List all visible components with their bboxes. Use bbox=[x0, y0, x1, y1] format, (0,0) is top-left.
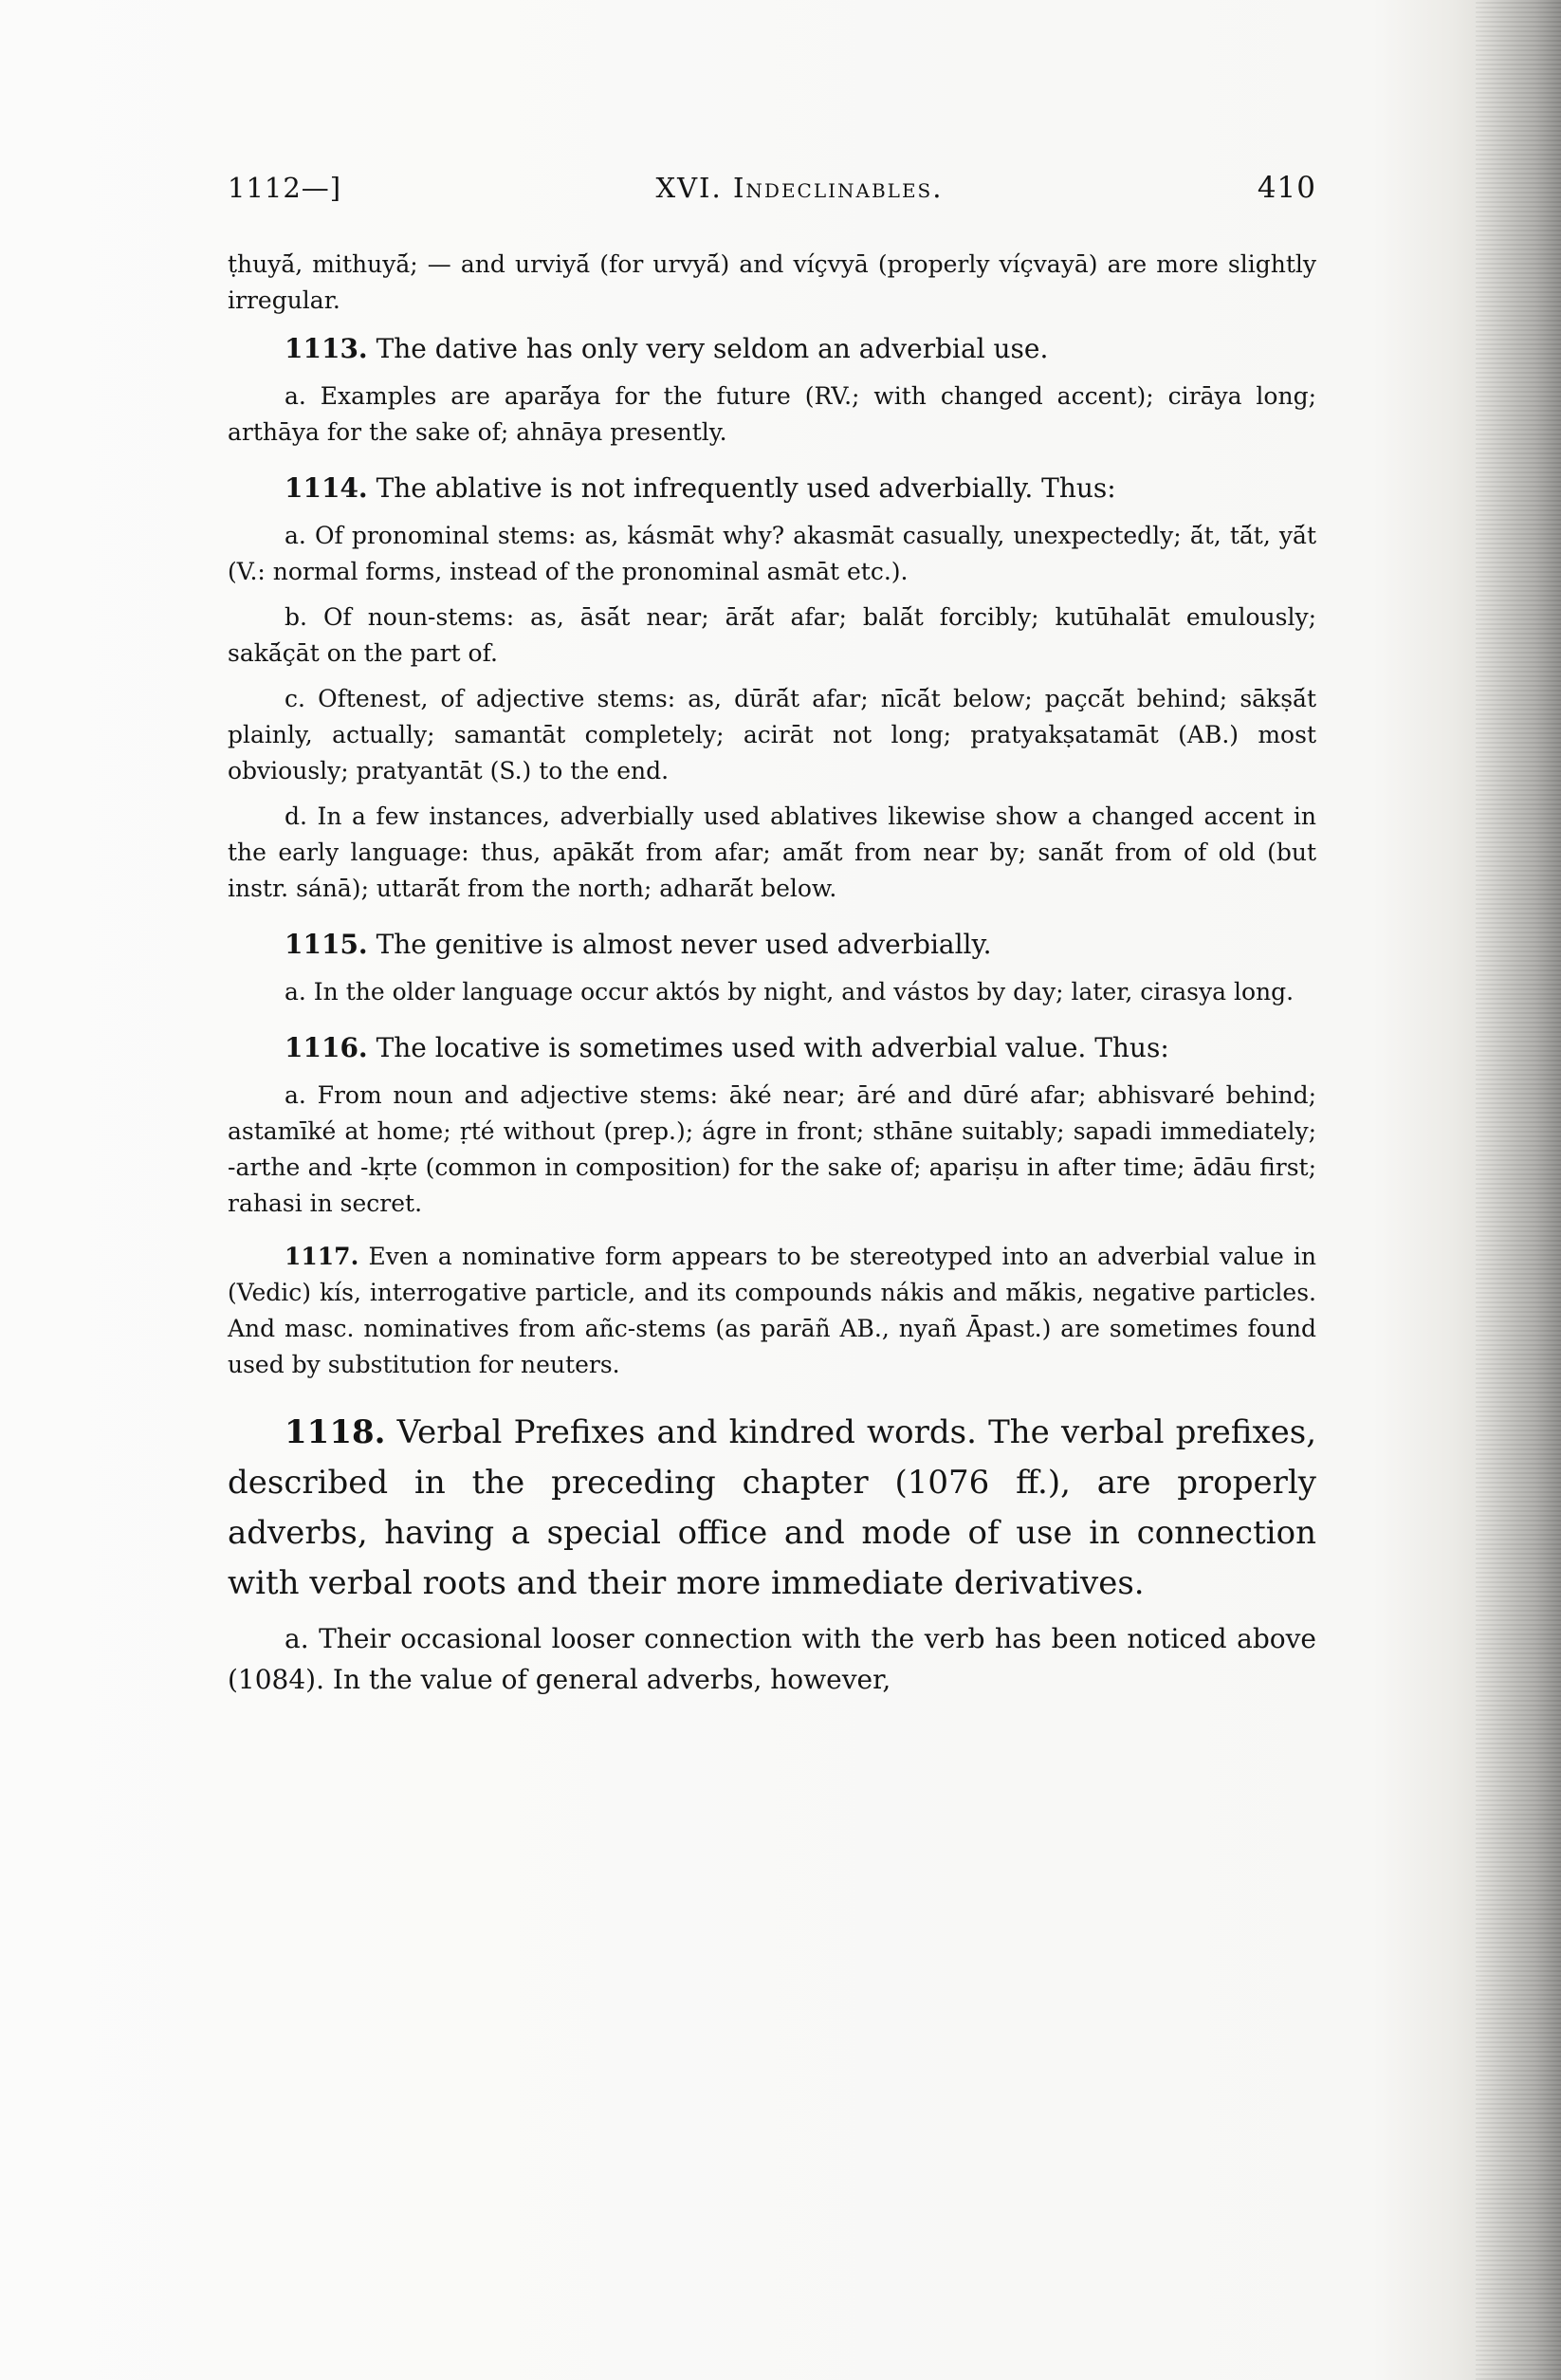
section-text: The ablative is not infrequently used adverbially. Thus: bbox=[376, 472, 1116, 504]
subsection-1114d: d. In a few instances, adverbially used ablatives likewise show a changed accent in the early language: thus, apākā́t from afar; amā́t from near by; sanā́t from of old (but instr. sánā); uttarā́t from the north; adharā́t below. bbox=[228, 803, 1316, 902]
subsection-1113a: a. Examples are aparā́ya for the future (RV.; with changed accent); cirāya long; arthāya for the sake of; ahnāya presently. bbox=[228, 382, 1316, 446]
section-1113 bbox=[228, 328, 1316, 369]
section-number: 1115. bbox=[285, 929, 368, 960]
section-text: The genitive is almost never used adverbially. bbox=[376, 929, 992, 960]
section-text: The dative has only very seldom an adverbial use. bbox=[376, 333, 1049, 364]
section-number: 1113. bbox=[285, 333, 368, 364]
header-section-ref: 1112—] bbox=[228, 172, 342, 204]
subsection-1116a: a. From noun and adjective stems: āké near; āré and dūré afar; abhisvaré behind; astamīké at home; ṛté without (prep.); ágre in front; sthāne suitably; sapadi immediately; -arthe and -kṛte (common in composition) for the sake of; apariṣu in after time; ādāu first; rahasi in secret. bbox=[228, 1081, 1316, 1217]
subsection-1114b: b. Of noun-stems: as, āsā́t near; ārā́t afar; balā́t forcibly; kutūhalāt emulously; sakā́çāt on the part of. bbox=[228, 603, 1316, 667]
text-column bbox=[228, 171, 1316, 1700]
header-chapter-title: XVI. Indeclinables. bbox=[655, 172, 944, 204]
section-number: 1117. bbox=[285, 1243, 359, 1270]
running-header bbox=[228, 171, 1316, 205]
section-number: 1118. bbox=[285, 1413, 386, 1451]
subsection-1114c: c. Oftenest, of adjective stems: as, dūrā́t afar; nīcā́t below; paçcā́t behind; sākṣā́t plainly, actually; samantāt completely; acirāt not long; pratyakṣatamāt (AB.) most obviously; pratyantāt (S.) to the end. bbox=[228, 685, 1316, 784]
book-gutter-shadow bbox=[1476, 0, 1561, 2380]
section-number: 1116. bbox=[285, 1032, 368, 1063]
section-1117 bbox=[228, 1239, 1316, 1383]
section-number: 1114. bbox=[285, 472, 368, 504]
section-1118 bbox=[228, 1408, 1316, 1609]
subsection-1114a: a. Of pronominal stems: as, kásmāt why? akasmāt casually, unexpectedly; ā́t, tā́t, yā́t (V.: normal forms, instead of the pronominal asmāt etc.). bbox=[228, 522, 1316, 585]
section-1116 bbox=[228, 1027, 1316, 1068]
page-number: 410 bbox=[1257, 171, 1316, 205]
section-text: The locative is sometimes used with adverbial value. Thus: bbox=[376, 1032, 1169, 1063]
section-text: Verbal Prefixes and kindred words. The verbal prefixes, described in the preceding chapter (1076 ff.), are properly adverbs, having a special office and mode of use in connection with verbal roots and their more immediate derivatives. bbox=[228, 1413, 1317, 1602]
subsection-1115a: a. In the older language occur aktós by night, and vástos by day; later, cirasya long. bbox=[285, 978, 1295, 1006]
paragraph-continuation: ṭhuyā́, mithuyā́; — and urviyā́ (for urvyā́) and víçvyā (properly víçvayā) are more slightly irregular. bbox=[228, 250, 1316, 314]
section-text: Even a nominative form appears to be stereotyped into an adverbial value in (Vedic) kís, interrogative particle, and its compounds nákis and mā́kis, negative particles. And masc. nominatives from añc-stems (as parāñ AB., nyañ Āpast.) are sometimes found used by substitution for neuters. bbox=[228, 1243, 1317, 1378]
section-1115 bbox=[228, 924, 1316, 965]
section-1114 bbox=[228, 468, 1316, 508]
subsection-1118a: a. Their occasional looser connection with the verb has been noticed above (1084). In the value of general adverbs, however, bbox=[228, 1623, 1316, 1695]
